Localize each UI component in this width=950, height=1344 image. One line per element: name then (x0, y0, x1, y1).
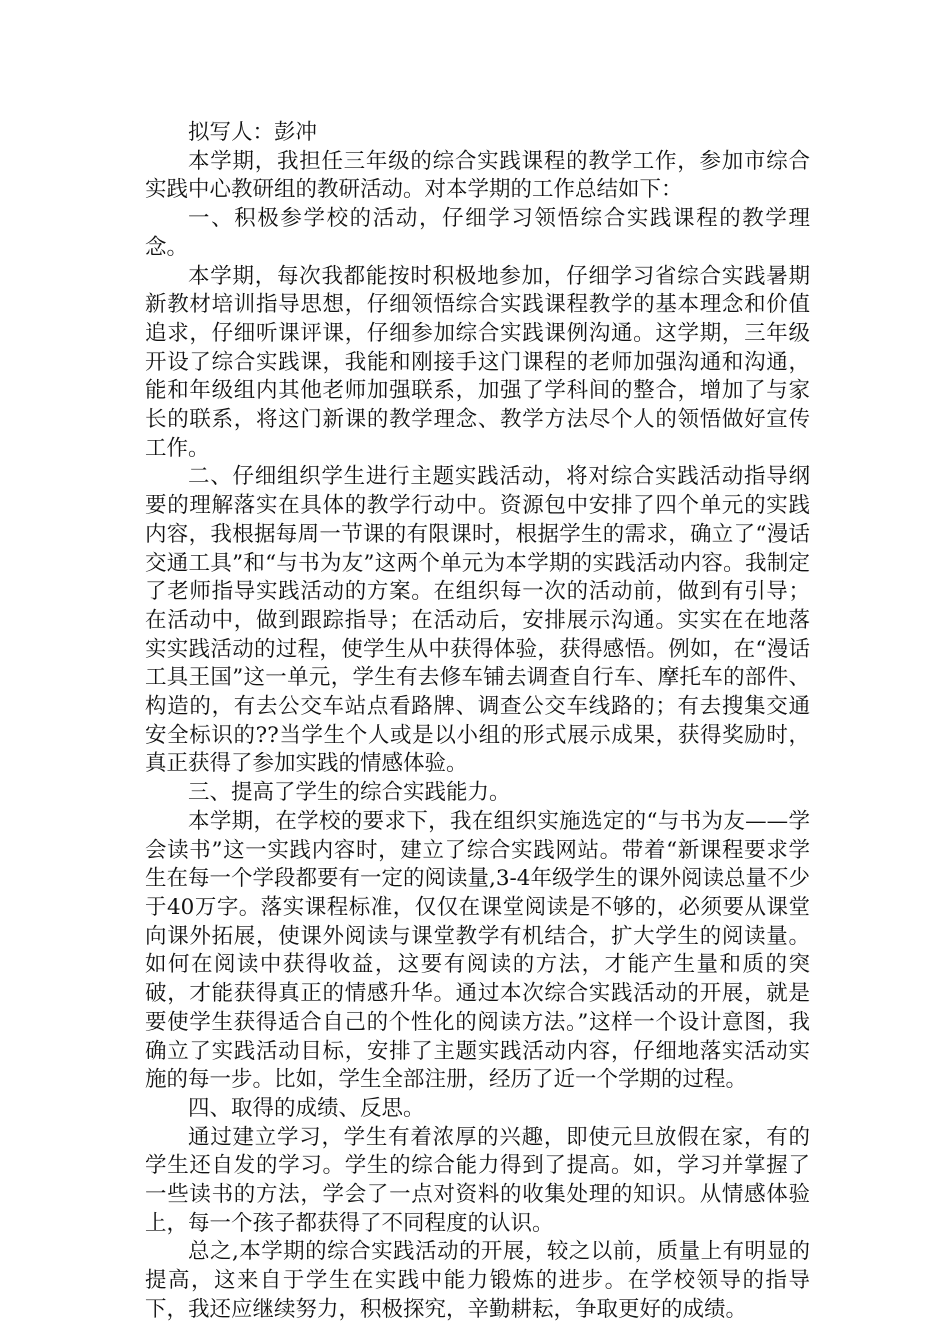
section-heading-4: 四、取得的成绩、反思。 (188, 1095, 425, 1121)
section-heading-2: 二、仔细组织学生进行主题实践活动，将对综合实践活动指导纲要的理解落实在具体的教学行动中。资源包中安排了四个单元的实践内容，我根据每周一节课的有限课时，根据学生的需求，确立了“漫话交通工具”和“与书为友”这两个单元为本学期的实践活动内容。我制定了老师指导实践活动的方案。在组织每一次的活动前，做到有引导；在活动中，做到跟踪指导；在活动后，安排展示沟通。实实在在地落实实践活动的过程，使学生从中获得体验，获得感悟。例如，在“漫话工具王国”这一单元，学生有去修车铺去调查自行车、摩托车的部件、构造的，有去公交车站点看路牌、调查公交车线路的；有去搜集交通安全标识的??当学生个人或是以小组的形式展示成果，获得奖励时，真正获得了参加实践的情感体验。 (145, 464, 810, 777)
author-line: 拟写人：彭冲 (188, 120, 318, 145)
section-heading-3: 三、提高了学生的综合实践能力。 (188, 780, 511, 806)
section-heading-1: 一、积极参学校的活动，仔细学习领悟综合实践课程的教学理念。 (145, 206, 810, 260)
body-paragraph-3: 本学期，在学校的要求下，我在组织实施选定的“与书为友——学会读书”这一实践内容时，建立了综合实践网站。带着“新课程要求学生在每一个学段都要有一定的阅读量,3-4年级学生的课外阅读总量不少于40万字。落实课程标准，仅仅在课堂阅读是不够的，必须要从课堂向课外拓展，使课外阅读与课堂教学有机结合，扩大学生的阅读量。如何在阅读中获得收益，这要有阅读的方法，才能产生量和质的突破，才能获得真正的情感升华。通过本次综合实践活动的开展，就是要使学生获得适合自己的个性化的阅读方法。”这样一个设计意图，我确立了实践活动目标，安排了主题实践活动内容，仔细地落实活动实施的每一步。比如，学生全部注册，经历了近一个学期的过程。 (145, 808, 810, 1093)
conclusion-paragraph: 总之,本学期的综合实践活动的开展，较之以前，质量上有明显的提高，这来自于学生在实践中能力锻炼的进步。在学校领导的指导下，我还应继续努力，积极探究，辛勤耕耘，争取更好的成绩。 (145, 1239, 810, 1322)
document-body (145, 119, 810, 1325)
body-paragraph-4: 通过建立学习，学生有着浓厚的兴趣，即使元旦放假在家，有的学生还自发的学习。学生的综合能力得到了提高。如，学习并掌握了一些读书的方法，学会了一点对资料的收集处理的知识。从情感体验上，每一个孩子都获得了不同程度的认识。 (145, 1124, 810, 1236)
body-paragraph-1: 本学期，每次我都能按时积极地参加，仔细学习省综合实践暑期新教材培训指导思想，仔细领悟综合实践课程教学的基本理念和价值追求，仔细听课评课，仔细参加综合实践课例沟通。这学期，三年级开设了综合实践课，我能和刚接手这门课程的老师加强沟通和沟通，能和年级组内其他老师加强联系，加强了学科间的整合，增加了与家长的联系，将这门新课的教学理念、教学方法尽个人的领悟做好宣传工作。 (145, 263, 810, 461)
intro-paragraph: 本学期，我担任三年级的综合实践课程的教学工作，参加市综合实践中心教研组的教研活动。对本学期的工作总结如下： (145, 148, 810, 203)
